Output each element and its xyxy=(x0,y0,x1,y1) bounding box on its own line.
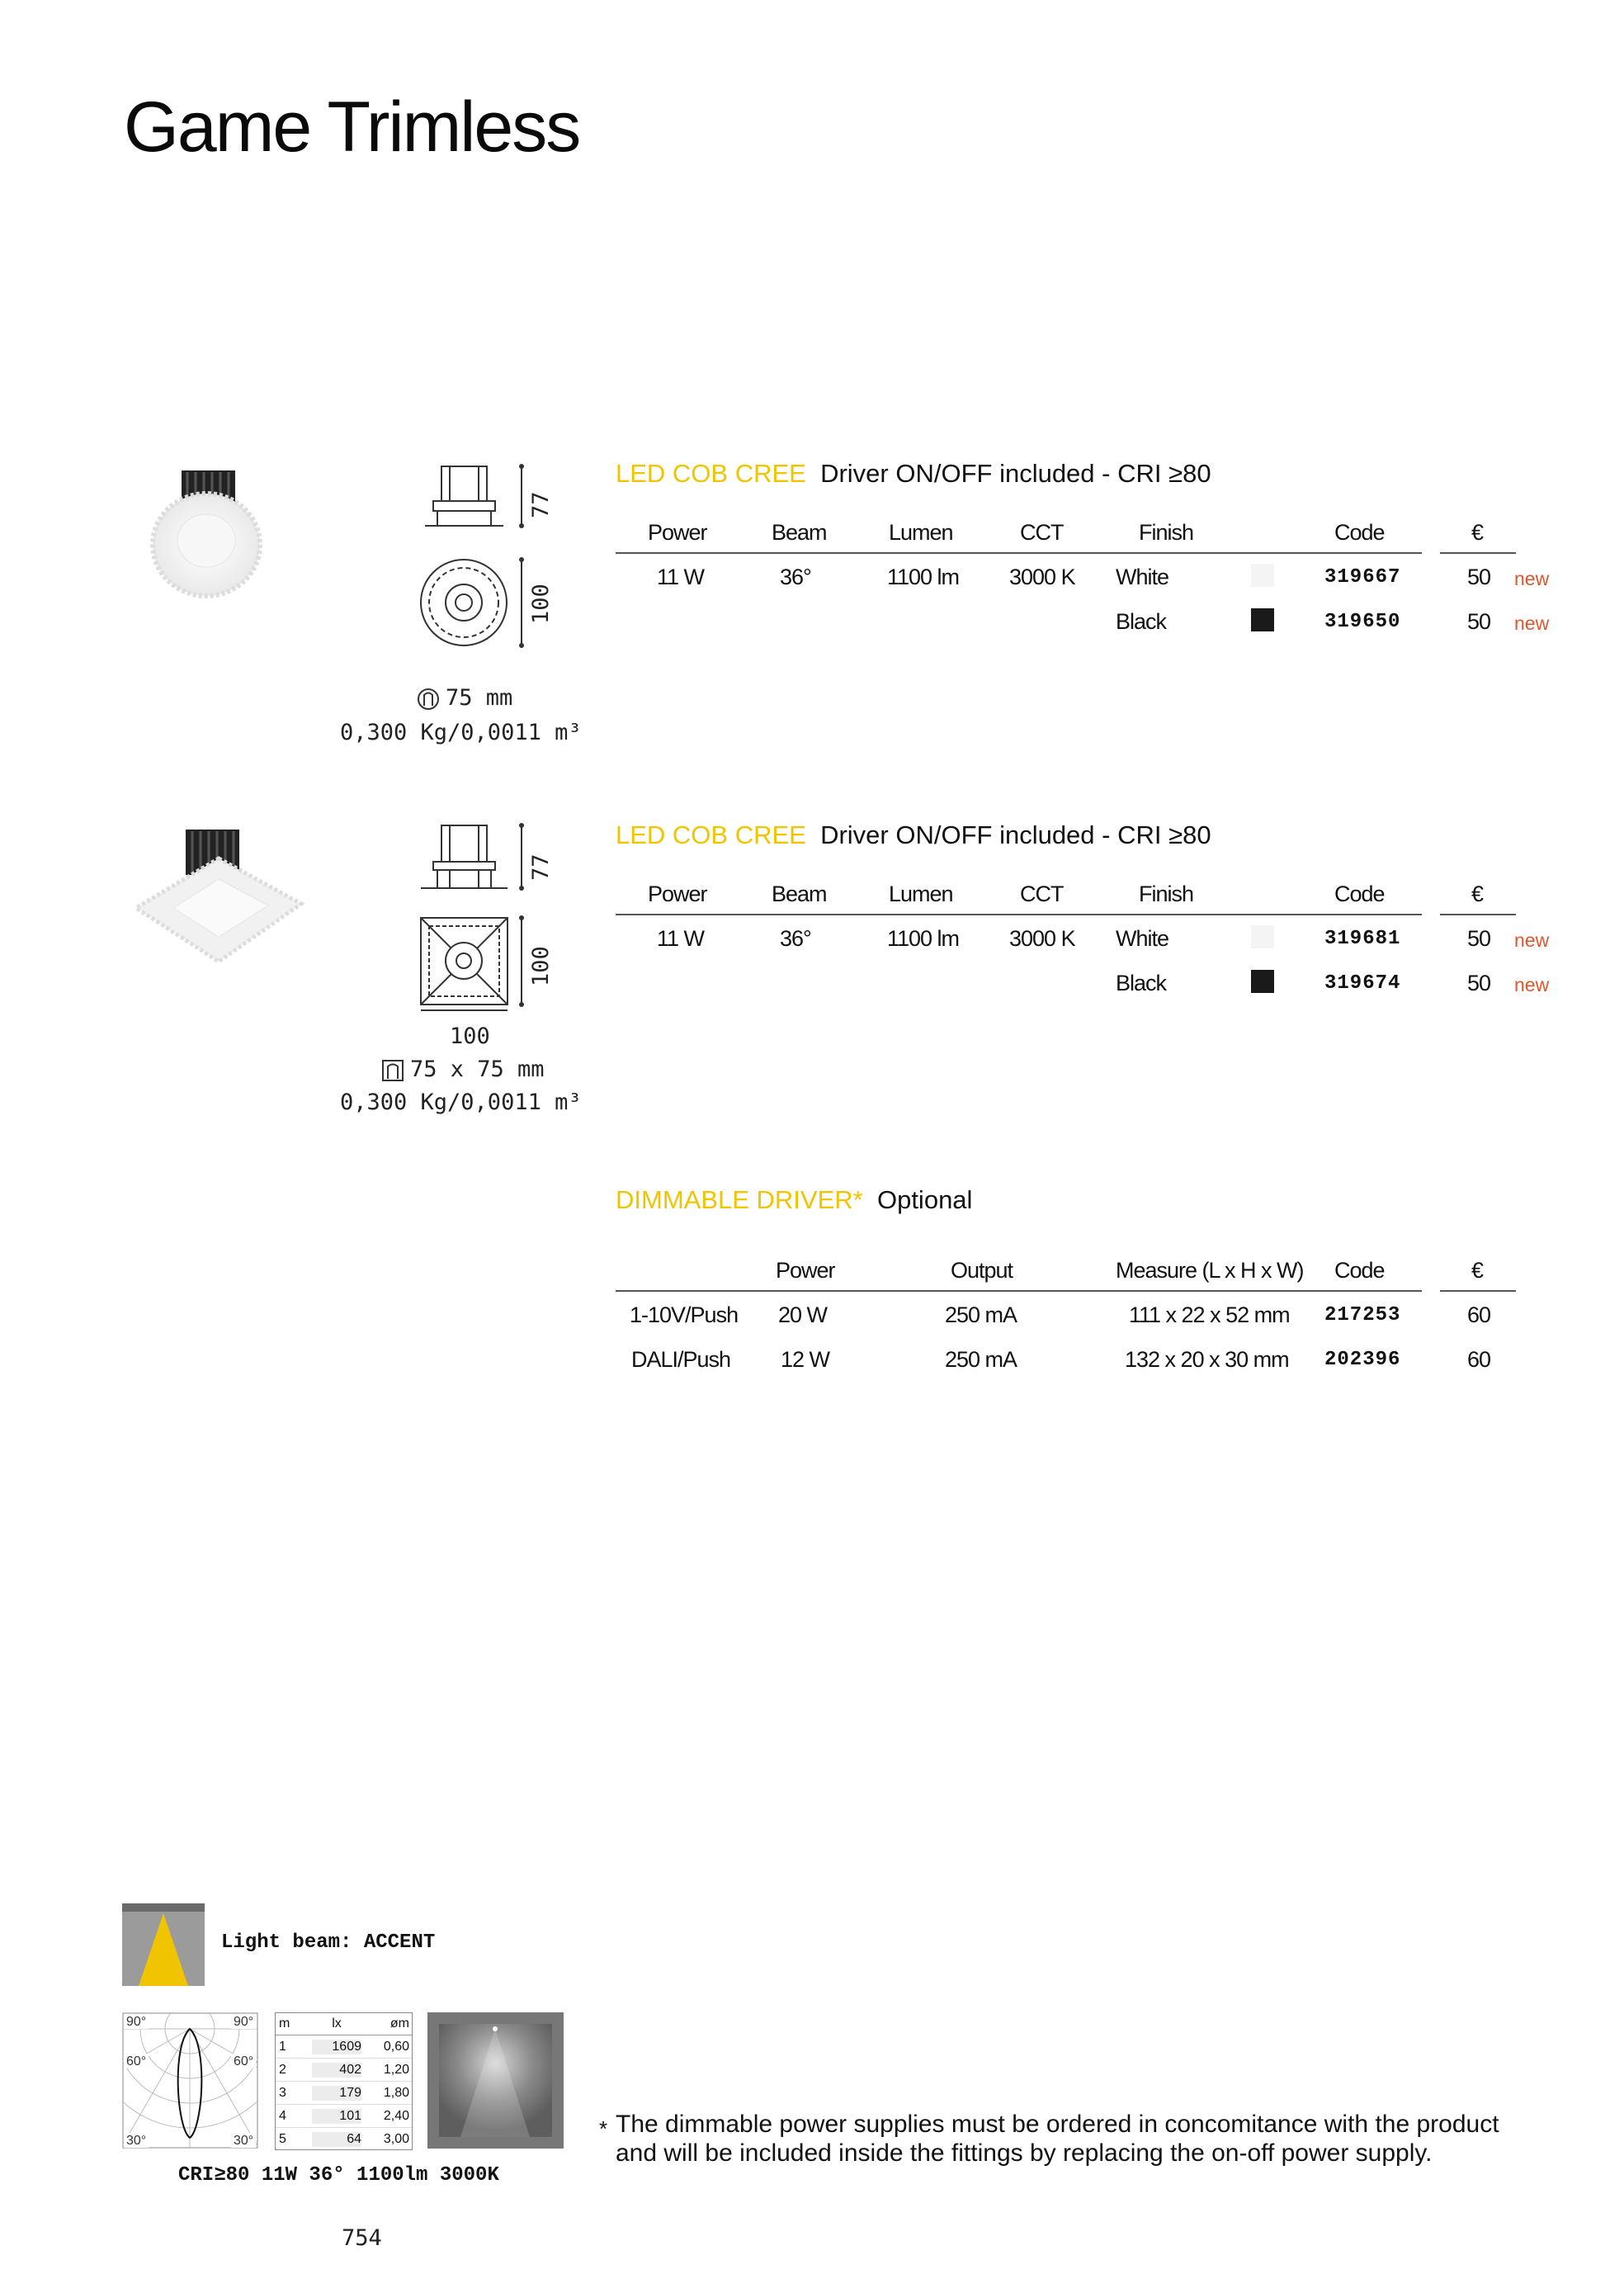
cutout-size: 75 mm xyxy=(446,685,513,711)
finish-swatch-white xyxy=(1251,564,1274,587)
table-rule xyxy=(616,914,1422,915)
section-header xyxy=(616,820,1211,850)
width-dimension: 100 xyxy=(528,584,554,624)
table-cell: 179 xyxy=(312,2086,361,2101)
driver-header xyxy=(616,1185,972,1215)
col-code: Code xyxy=(1334,520,1385,545)
table-cell: 3,00 xyxy=(383,2131,409,2146)
driver-output: 250 mA xyxy=(945,1302,1017,1327)
table-row xyxy=(276,2105,412,2128)
new-badge: new xyxy=(1514,929,1550,951)
polar-label: 60° xyxy=(126,2054,147,2068)
page-number: 754 xyxy=(342,2225,382,2251)
weight-volume: 0,300 Kg/0,0011 m³ xyxy=(340,720,582,745)
row-price: 50 xyxy=(1467,926,1491,951)
round-technical-drawing xyxy=(413,458,565,656)
driver-power: 12 W xyxy=(781,1347,830,1372)
table-header: lx xyxy=(332,2016,342,2031)
col-code: Code xyxy=(1334,882,1385,906)
row-beam: 36° xyxy=(780,926,811,951)
table-cell: 1,20 xyxy=(383,2062,409,2077)
col-beam: Beam xyxy=(772,520,827,545)
row-finish: Black xyxy=(1116,971,1167,995)
col-lumen: Lumen xyxy=(889,882,953,906)
polar-label: 30° xyxy=(126,2134,147,2148)
new-badge: new xyxy=(1514,568,1550,589)
table-cell: 101 xyxy=(312,2109,361,2124)
row-lumen: 1100 lm xyxy=(887,565,960,589)
polar-label: 90° xyxy=(126,2015,147,2029)
polar-label: 90° xyxy=(234,2015,254,2029)
table-rule xyxy=(616,552,1422,554)
finish-swatch-black xyxy=(1251,608,1274,631)
table-cell: 2 xyxy=(279,2062,286,2077)
col-code: Code xyxy=(1334,1258,1385,1283)
driver-price: 60 xyxy=(1467,1302,1491,1327)
table-cell: 402 xyxy=(312,2063,361,2078)
row-lumen: 1100 lm xyxy=(887,926,960,951)
price-rule xyxy=(1440,914,1516,915)
col-power: Power xyxy=(648,882,707,906)
footnote-text: The dimmable power supplies must be ordered in concomitance with the product and will be included inside the fittings by replacing the on-off power supply. xyxy=(616,2111,1499,2167)
row-code: 319667 xyxy=(1324,566,1401,589)
driver-output: 250 mA xyxy=(945,1347,1017,1372)
table-header: m xyxy=(279,2016,290,2031)
table-row xyxy=(276,2082,412,2105)
col-measure: Measure (L x H x W) xyxy=(1116,1258,1304,1283)
height-dimension: 77 xyxy=(528,853,554,881)
finish-swatch-black xyxy=(1251,970,1274,993)
cutout-size: 75 x 75 mm xyxy=(410,1057,545,1082)
beam-spec-line: CRI≥80 11W 36° 1100lm 3000K xyxy=(178,2164,499,2187)
col-price: € xyxy=(1471,520,1484,545)
table-row xyxy=(276,2059,412,2082)
row-finish: White xyxy=(1116,565,1169,589)
col-beam: Beam xyxy=(772,882,827,906)
table-rule xyxy=(616,1290,1422,1292)
table-cell: 4 xyxy=(279,2108,286,2123)
row-power: 11 W xyxy=(657,565,705,589)
table-cell: 1609 xyxy=(312,2040,361,2054)
row-finish: White xyxy=(1116,926,1169,951)
polar-label: 60° xyxy=(234,2054,254,2068)
col-price: € xyxy=(1471,1258,1484,1283)
col-finish: Finish xyxy=(1139,520,1194,545)
finish-swatch-white xyxy=(1251,925,1274,948)
table-row xyxy=(276,2128,412,2150)
price-rule xyxy=(1440,552,1516,554)
row-finish: Black xyxy=(1116,609,1167,634)
row-code: 319674 xyxy=(1324,972,1401,995)
row-price: 50 xyxy=(1467,609,1491,634)
driver-type: DALI/Push xyxy=(631,1347,731,1372)
col-power: Power xyxy=(776,1258,835,1283)
row-power: 11 W xyxy=(657,926,705,951)
section-header-rest: Driver ON/OFF included - CRI ≥80 xyxy=(820,820,1211,849)
driver-price: 60 xyxy=(1467,1347,1491,1372)
weight-volume: 0,300 Kg/0,0011 m³ xyxy=(340,1090,582,1115)
col-price: € xyxy=(1471,882,1484,906)
row-cct: 3000 K xyxy=(1009,565,1075,589)
table-cell: 0,60 xyxy=(383,2039,409,2054)
driver-code: 202396 xyxy=(1324,1349,1401,1371)
driver-measure: 111 x 22 x 52 mm xyxy=(1129,1302,1290,1327)
accent-beam-icon xyxy=(122,1903,205,1986)
cutout-icon xyxy=(417,688,440,711)
price-rule xyxy=(1440,1290,1516,1292)
width-dimension: 100 xyxy=(528,946,554,986)
col-power: Power xyxy=(648,520,707,545)
col-cct: CCT xyxy=(1020,520,1064,545)
square-technical-drawing xyxy=(413,819,565,1017)
driver-measure: 132 x 20 x 30 mm xyxy=(1125,1347,1289,1372)
light-effect-render xyxy=(427,2012,564,2149)
height-dimension: 77 xyxy=(528,491,554,518)
col-cct: CCT xyxy=(1020,882,1064,906)
section-header-accent: LED COB CREE xyxy=(616,820,806,849)
col-output: Output xyxy=(951,1258,1013,1283)
col-finish: Finish xyxy=(1139,882,1194,906)
row-price: 50 xyxy=(1467,565,1491,589)
driver-header-rest: Optional xyxy=(876,1185,973,1214)
driver-code: 217253 xyxy=(1324,1304,1401,1326)
photometric-table xyxy=(275,2012,413,2150)
row-code: 319681 xyxy=(1324,928,1401,950)
table-cell: 3 xyxy=(279,2085,286,2100)
light-beam-label: Light beam: ACCENT xyxy=(221,1931,436,1954)
polar-label: 30° xyxy=(234,2134,254,2148)
table-cell: 5 xyxy=(279,2131,286,2146)
row-cct: 3000 K xyxy=(1009,926,1075,951)
section-header-rest: Driver ON/OFF included - CRI ≥80 xyxy=(820,459,1211,488)
table-cell: 2,40 xyxy=(383,2108,409,2123)
square-cutout-icon xyxy=(381,1059,404,1082)
row-code: 319650 xyxy=(1324,611,1401,633)
polar-light-distribution-diagram xyxy=(122,2012,258,2149)
table-header: øm xyxy=(389,2016,409,2031)
table-cell: 1 xyxy=(279,2039,286,2054)
driver-power: 20 W xyxy=(778,1302,828,1327)
section-header-accent: LED COB CREE xyxy=(616,459,806,488)
driver-header-accent: DIMMABLE DRIVER* xyxy=(616,1185,863,1214)
table-row xyxy=(276,2035,412,2059)
page-title: Game Trimless xyxy=(124,87,580,167)
new-badge: new xyxy=(1514,612,1550,634)
table-cell: 64 xyxy=(312,2132,361,2147)
round-downlight-photo xyxy=(144,462,268,611)
footnote-mark: * xyxy=(599,2116,608,2141)
square-downlight-photo xyxy=(128,821,309,970)
col-lumen: Lumen xyxy=(889,520,953,545)
driver-type: 1-10V/Push xyxy=(630,1302,739,1327)
table-cell: 1,80 xyxy=(383,2085,409,2100)
row-price: 50 xyxy=(1467,971,1491,995)
row-beam: 36° xyxy=(780,565,811,589)
new-badge: new xyxy=(1514,974,1550,995)
section-header xyxy=(616,459,1211,489)
bottom-dimension: 100 xyxy=(450,1024,490,1049)
